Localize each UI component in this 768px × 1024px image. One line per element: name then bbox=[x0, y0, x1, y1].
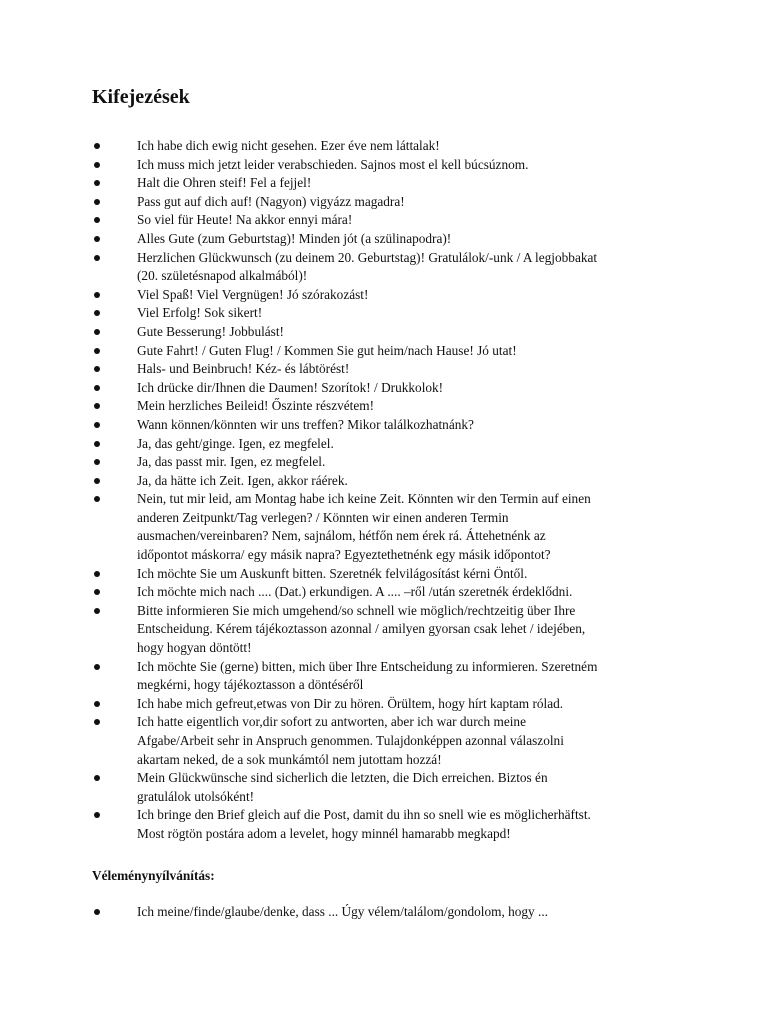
list-item bbox=[0, 658, 768, 695]
list-item-text: Gute Fahrt! / Guten Flug! / Kommen Sie gut heim/nach Hause! Jó utat! bbox=[137, 342, 517, 358]
opinion-phrase-list bbox=[0, 903, 768, 922]
list-item-text: gratulálok utolsóként! bbox=[137, 788, 255, 804]
bullet-icon bbox=[94, 608, 100, 614]
bullet-icon bbox=[94, 329, 100, 335]
bullet-icon bbox=[94, 422, 100, 428]
list-item-text: hogy hogyan döntött! bbox=[137, 640, 252, 656]
list-item-text: akartam neked, de a sok munkámtól nem jutottam hozzá! bbox=[137, 751, 442, 767]
bullet-icon bbox=[94, 459, 100, 465]
bullet-icon bbox=[94, 162, 100, 168]
bullet-icon bbox=[94, 255, 100, 261]
list-item bbox=[0, 304, 768, 323]
list-item-text: Ich bringe den Brief gleich auf die Post, damit du ihn so snell wie es möglicherhäftst. bbox=[137, 807, 591, 823]
list-item bbox=[0, 903, 768, 922]
list-item-text: Ich muss mich jetzt leider verabschieden. Sajnos most el kell búcsúznom. bbox=[137, 156, 529, 172]
list-item bbox=[0, 435, 768, 454]
bullet-icon bbox=[94, 217, 100, 223]
list-item-text: Ich habe dich ewig nicht gesehen. Ezer éve nem láttalak! bbox=[137, 138, 440, 153]
list-item-text: időpontot máskorra/ egy másik napra? Egyeztethetnénk egy másik időpontot? bbox=[137, 547, 551, 563]
bullet-icon bbox=[94, 571, 100, 577]
list-item-text: Mein herzliches Beileid! Őszinte részvétem! bbox=[137, 398, 375, 414]
bullet-icon bbox=[94, 366, 100, 372]
list-item bbox=[0, 695, 768, 714]
section-heading: Véleménynyílvánítás: bbox=[92, 868, 215, 883]
bullet-icon bbox=[94, 310, 100, 316]
bullet-icon bbox=[94, 236, 100, 242]
bullet-icon bbox=[94, 909, 100, 915]
list-item bbox=[0, 602, 768, 658]
bullet-icon bbox=[94, 199, 100, 205]
list-item-text: Most rögtön postára adom a levelet, hogy minnél hamarabb megkapd! bbox=[137, 825, 511, 841]
list-item-text: Ja, das geht/ginge. Igen, ez megfelel. bbox=[137, 435, 334, 451]
list-item-text: anderen Zeitpunkt/Tag verlegen? / Könnten wir einen anderen Termin bbox=[137, 509, 509, 525]
list-item-text: Ja, das passt mir. Igen, ez megfelel. bbox=[137, 454, 326, 470]
list-item-text: megkérni, hogy tájékoztasson a döntéséről bbox=[137, 677, 364, 693]
list-item bbox=[0, 156, 768, 175]
list-item-text: So viel für Heute! Na akkor ennyi mára! bbox=[137, 212, 353, 228]
list-item bbox=[0, 230, 768, 249]
list-item-text: Ich möchte Sie um Auskunft bitten. Szeretnék felvilágosítást kérni Öntől. bbox=[137, 565, 528, 581]
bullet-icon bbox=[94, 775, 100, 781]
bullet-icon bbox=[94, 292, 100, 298]
list-item bbox=[0, 565, 768, 584]
bullet-icon bbox=[94, 719, 100, 725]
bullet-icon bbox=[94, 589, 100, 595]
list-item bbox=[0, 769, 768, 806]
list-item-text: (20. születésnapod alkalmából)! bbox=[137, 268, 308, 284]
list-item bbox=[0, 379, 768, 398]
bullet-icon bbox=[94, 403, 100, 409]
list-item-text: Wann können/könnten wir uns treffen? Mikor találkozhatnánk? bbox=[137, 416, 474, 432]
list-item bbox=[0, 193, 768, 212]
list-item-text: Nein, tut mir leid, am Montag habe ich keine Zeit. Könnten wir den Termin auf einen bbox=[137, 491, 591, 507]
list-item-text: Ich habe mich gefreut,etwas von Dir zu hören. Örültem, hogy hírt kaptam rólad. bbox=[137, 695, 564, 711]
list-item bbox=[0, 174, 768, 193]
list-item bbox=[0, 211, 768, 230]
bullet-icon bbox=[94, 348, 100, 354]
list-item bbox=[0, 453, 768, 472]
list-item bbox=[0, 342, 768, 361]
list-item bbox=[0, 323, 768, 342]
list-item-text: Ich hatte eigentlich vor,dir sofort zu antworten, aber ich war durch meine bbox=[137, 714, 526, 730]
list-item bbox=[0, 286, 768, 305]
bullet-icon bbox=[94, 385, 100, 391]
phrase-list bbox=[0, 137, 768, 844]
list-item-text: Viel Erfolg! Sok sikert! bbox=[137, 305, 263, 321]
bullet-icon bbox=[94, 441, 100, 447]
bullet-icon bbox=[94, 812, 100, 818]
list-item-text: Gute Besserung! Jobbulást! bbox=[137, 323, 284, 339]
list-item bbox=[0, 490, 768, 564]
list-item-text: ausmachen/vereinbaren? Nem, sajnálom, hétfőn nem érek rá. Áttehetnénk az bbox=[137, 528, 546, 544]
bullet-icon bbox=[94, 180, 100, 186]
list-item-text: Alles Gute (zum Geburtstag)! Minden jót (a szülinapodra)! bbox=[137, 230, 452, 246]
list-item bbox=[0, 713, 768, 769]
list-item bbox=[0, 249, 768, 286]
bullet-icon bbox=[94, 664, 100, 670]
list-item-text: Viel Spaß! Viel Vergnügen! Jó szórakozást! bbox=[137, 286, 369, 302]
list-item-text: Ich möchte Sie (gerne) bitten, mich über Ihre Entscheidung zu informieren. Szeretném bbox=[137, 658, 598, 674]
list-item-text: Bitte informieren Sie mich umgehend/so schnell wie möglich/rechtzeitig über Ihre bbox=[137, 602, 576, 618]
list-item-text: Ich möchte mich nach .... (Dat.) erkundigen. A .... –ről /után szeretnék érdeklődni. bbox=[137, 584, 573, 600]
list-item-text: Entscheidung. Kérem tájékoztasson azonnal / amilyen gyorsan csak lehet / idejében, bbox=[137, 621, 586, 637]
list-item-text: Pass gut auf dich auf! (Nagyon) vigyázz magadra! bbox=[137, 193, 405, 209]
bullet-icon bbox=[94, 701, 100, 707]
bullet-icon bbox=[94, 143, 100, 149]
list-item-text: Hals- und Beinbruch! Kéz- és lábtörést! bbox=[137, 361, 350, 377]
list-item-text: Mein Glückwünsche sind sicherlich die letzten, die Dich erreichen. Biztos én bbox=[137, 770, 548, 786]
list-item bbox=[0, 416, 768, 435]
list-item bbox=[0, 360, 768, 379]
list-item-text: Herzlichen Glückwunsch (zu deinem 20. Geburtstag)! Gratulálok/-unk / A legjobbakat bbox=[137, 249, 598, 265]
list-item bbox=[0, 472, 768, 491]
page-title: Kifejezések bbox=[92, 86, 190, 108]
list-item-text: Ich drücke dir/Ihnen die Daumen! Szorítok! / Drukkolok! bbox=[137, 379, 444, 395]
list-item-text: Ich meine/finde/glaube/denke, dass ... Úgy vélem/találom/gondolom, hogy ... bbox=[137, 904, 549, 919]
list-item bbox=[0, 137, 768, 156]
list-item bbox=[0, 397, 768, 416]
list-item bbox=[0, 583, 768, 602]
bullet-icon bbox=[94, 478, 100, 484]
list-item bbox=[0, 806, 768, 843]
list-item-text: Afgabe/Arbeit sehr in Anspruch genommen. Tulajdonképpen azonnal válaszolni bbox=[137, 733, 564, 748]
bullet-icon bbox=[94, 496, 100, 502]
list-item-text: Ja, da hätte ich Zeit. Igen, akkor ráérek. bbox=[137, 472, 348, 488]
list-item-text: Halt die Ohren steif! Fel a fejjel! bbox=[137, 175, 312, 191]
